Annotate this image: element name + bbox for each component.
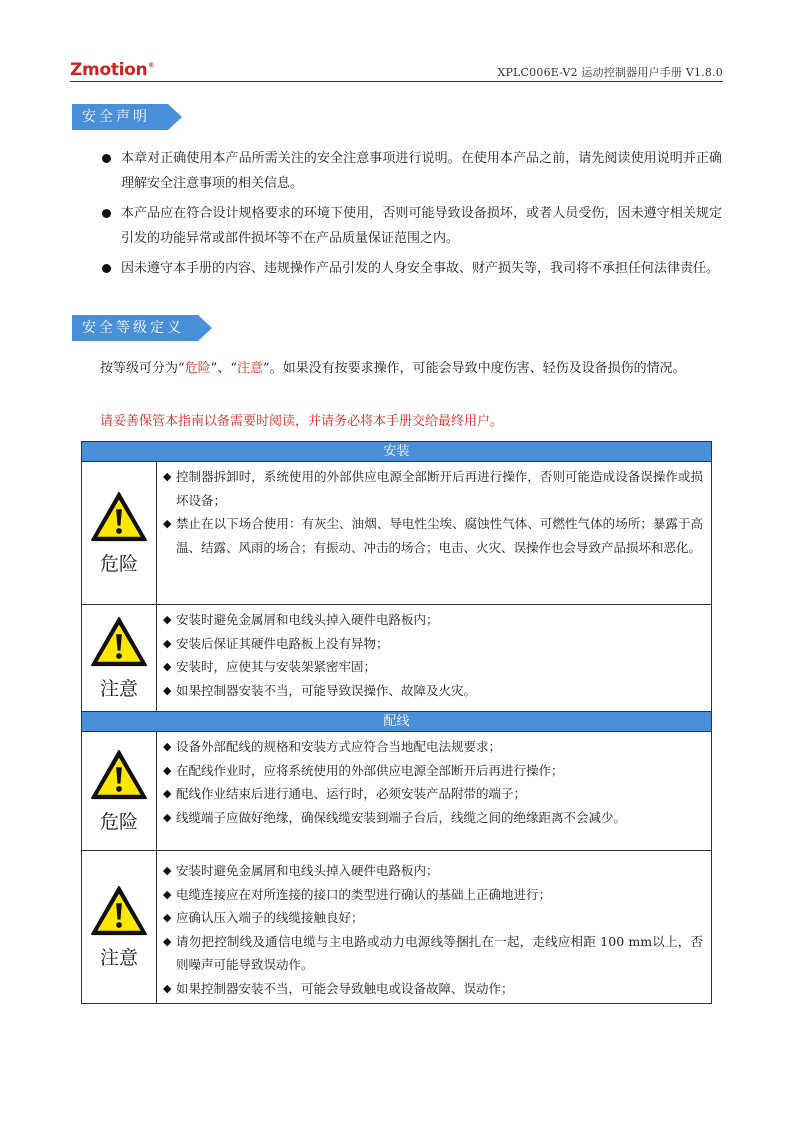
keep-manual-warning: 请妥善保管本指南以备需要时阅读，并请务必将本手册交给最终用户。 <box>100 414 504 429</box>
list-item-text: 在配线作业时，应将系统使用的外部供应电源全部断开后再进行操作； <box>176 762 564 778</box>
hazard-description-cell <box>157 732 711 850</box>
safety-level-description: 按等级可分为“危险”、“注意”。如果没有按要求操作，可能会导致中度伤害、轻伤及设备损伤的情况。 <box>100 361 686 376</box>
list-item <box>163 655 703 679</box>
diamond-bullet-icon: ◆ <box>163 864 172 877</box>
list-item-text: 禁止在以下场合使用：有灰尘、油烟、导电性尘埃、腐蚀性气体、可燃性气体的场所；暴露于高温、结露、风雨的场合；有振动、冲击的场合；电击、火灾、误操作也会导致产品损坏和恶化。 <box>176 516 703 555</box>
list-item: 本产品应在符合设计规格要求的环境下使用，否则可能导致设备损坏，或者人员受伤，因未遵守相关规定引发的功能异常或部件损坏等不在产品质量保证范围之内。 <box>108 201 722 251</box>
list-item <box>163 906 703 930</box>
list-item-text: 安装后保证其硬件电路板上没有异物； <box>176 635 389 651</box>
banner-arrow-icon <box>198 315 212 341</box>
hazard-level-label: 注意 <box>99 946 138 969</box>
list-item <box>163 806 703 830</box>
list-item <box>163 930 703 977</box>
diamond-bullet-icon: ◆ <box>163 887 172 901</box>
table-section-header: 安装 <box>82 442 711 462</box>
bullet-icon <box>102 154 111 163</box>
warning-triangle-icon <box>90 749 148 801</box>
list-item <box>163 512 703 559</box>
list-item-text: 控制器拆卸时，系统使用的外部供应电源全部断开后再进行操作，否则可能造成设备误操作或损坏设备； <box>176 469 703 508</box>
list-item-text: 设备外部配线的规格和安装方式应符合当地配电法规要求； <box>176 739 502 754</box>
list-item <box>163 859 703 883</box>
hazard-level-cell <box>82 462 157 604</box>
list-item <box>163 679 703 703</box>
safety-table <box>81 441 712 1004</box>
diamond-bullet-icon: ◆ <box>163 683 172 697</box>
table-section-header: 配线 <box>82 712 711 732</box>
bullet-icon <box>102 264 111 273</box>
hazard-level-cell <box>82 605 157 711</box>
hazard-level-cell <box>82 732 157 850</box>
document-title: XPLC006E-V2 运动控制器用户手册 V1.8.0 <box>497 66 723 79</box>
hazard-level-label: 注意 <box>99 677 138 700</box>
hazard-description-cell <box>157 462 711 604</box>
table-row <box>82 462 711 605</box>
list-item <box>163 608 703 632</box>
danger-term: 危险 <box>184 361 211 376</box>
list-item-text: 安装时，应使其与安装架紧密牢固； <box>176 659 377 674</box>
list-item-text: 配线作业结束后进行通电、运行时，必须安装产品附带的端子； <box>176 786 527 801</box>
hazard-level-label: 危险 <box>99 810 138 833</box>
list-item-text: 应确认压入端子的线缆接触良好； <box>176 910 364 925</box>
diamond-bullet-icon: ◆ <box>163 470 172 483</box>
warning-triangle-icon <box>90 491 148 543</box>
hazard-level-cell <box>82 851 157 1003</box>
hazard-level-label: 危险 <box>99 552 138 575</box>
diamond-bullet-icon: ◆ <box>163 613 172 626</box>
list-item <box>163 735 703 759</box>
list-item: 本章对正确使用本产品所需关注的安全注意事项进行说明。在使用本产品之前，请先阅读使用说明并正确理解安全注意事项的相关信息。 <box>108 146 722 196</box>
diamond-bullet-icon: ◆ <box>163 810 172 824</box>
logo-registered-mark: ® <box>148 62 155 69</box>
list-item-text: 安装时避免金属屑和电线头掉入硬件电路板内； <box>176 612 439 627</box>
bullet-icon <box>102 209 111 218</box>
company-logo <box>70 60 154 80</box>
list-item <box>163 782 703 806</box>
logo-text: Zmotion <box>70 60 148 80</box>
diamond-bullet-icon: ◆ <box>163 740 172 753</box>
list-item-text: 如果控制器安装不当，可能导致误操作、故障及火灾。 <box>176 682 477 698</box>
diamond-bullet-icon: ◆ <box>163 636 172 650</box>
list-item <box>163 465 703 512</box>
header-divider <box>70 81 723 82</box>
caution-term: 注意 <box>236 361 263 376</box>
list-item-text: 电缆连接应在对所连接的接口的类型进行确认的基础上正确地进行； <box>176 886 552 902</box>
list-item <box>163 759 703 783</box>
hazard-description-cell <box>157 851 711 1003</box>
diamond-bullet-icon: ◆ <box>163 934 172 948</box>
diamond-bullet-icon: ◆ <box>163 911 172 924</box>
diamond-bullet-icon: ◆ <box>163 517 172 530</box>
section-title: 安全声明 <box>72 104 168 130</box>
table-row <box>82 851 711 1003</box>
diamond-bullet-icon: ◆ <box>163 763 172 777</box>
warning-triangle-icon <box>90 885 148 937</box>
list-item-text: 请勿把控制线及通信电缆与主电路或动力电源线等捆扎在一起，走线应相距 100 mm以上，否则噪声可能导致误动作。 <box>176 933 703 972</box>
diamond-bullet-icon: ◆ <box>163 981 172 995</box>
table-row <box>82 732 711 851</box>
section-title: 安全等级定义 <box>72 315 198 341</box>
list-item <box>163 977 703 1001</box>
warning-triangle-icon <box>90 616 148 668</box>
banner-arrow-icon <box>168 104 182 130</box>
list-item-text: 如果控制器安装不当，可能会导致触电或设备故障、误动作； <box>176 980 514 996</box>
safety-statement-list <box>108 146 722 286</box>
diamond-bullet-icon: ◆ <box>163 787 172 800</box>
list-item <box>163 883 703 907</box>
diamond-bullet-icon: ◆ <box>163 660 172 673</box>
list-item-text: 线缆端子应做好绝缘，确保线缆安装到端子台后，线缆之间的绝缘距离不会减少。 <box>176 809 627 825</box>
list-item-text: 安装时避免金属屑和电线头掉入硬件电路板内； <box>176 863 439 878</box>
hazard-description-cell <box>157 605 711 711</box>
list-item: 因未遵守本手册的内容、违规操作产品引发的人身安全事故、财产损失等，我司将不承担任何法律责任。 <box>108 256 722 281</box>
list-item <box>163 632 703 656</box>
table-row <box>82 605 711 712</box>
